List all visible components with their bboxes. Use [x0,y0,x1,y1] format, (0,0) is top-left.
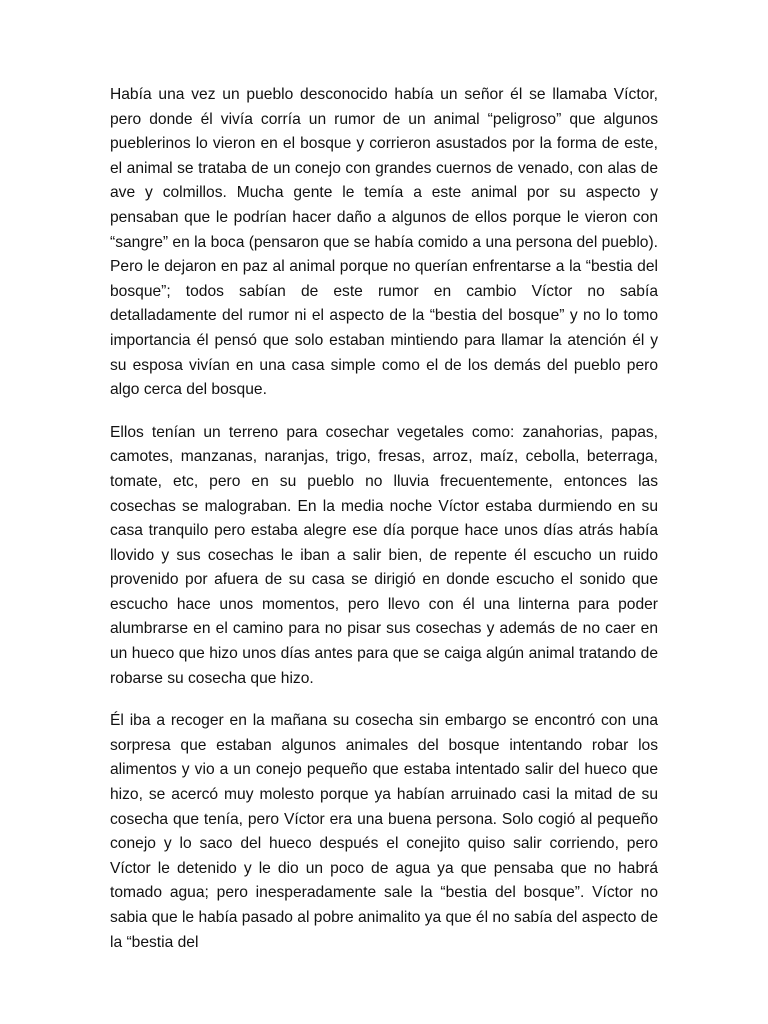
paragraph-3: Él iba a recoger en la mañana su cosecha sin embargo se encontró con una sorpresa que estaban algunos animales del bosque intentando robar los alimentos y vio a un conejo pequeño que estaba intentado salir del hueco que hizo, se acercó muy molesto porque ya habían arruinado casi la mitad de su cosecha que tenía, pero Víctor era una buena persona. Solo cogió al pequeño conejo y lo saco del hueco después el conejito quiso salir corriendo, pero Víctor le detenido y le dio un poco de agua ya que pensaba que no habrá tomado agua; pero inesperadamente sale la “bestia del bosque”. Víctor no sabia que le había pasado al pobre animalito ya que él no sabía del aspecto de la “bestia del [110,712,658,951]
document-page [110,83,658,973]
paragraph-2: Ellos tenían un terreno para cosechar vegetales como: zanahorias, papas, camotes, manzanas, naranjas, trigo, fresas, arroz, maíz, cebolla, beterraga, tomate, etc, pero en su pueblo no lluvia frecuentemente, entonces las cosechas se malograban. En la media noche Víctor estaba durmiendo en su casa tranquilo pero estaba alegre ese día porque hace unos días atrás había llovido y sus cosechas le iban a salir bien, de repente él escucho un ruido provenido por afuera de su casa se dirigió en donde escucho el sonido que escucho hace unos momentos, pero llevo con él una linterna para poder alumbrarse en el camino para no pisar sus cosechas y además de no caer en un hueco que hizo unos días antes para que se caiga algún animal tratando de robarse su cosecha que hizo. [110,423,658,687]
paragraph-1: Había una vez un pueblo desconocido había un señor él se llamaba Víctor, pero donde él vivía corría un rumor de un animal “peligroso” que algunos pueblerinos lo vieron en el bosque y corrieron asustados por la forma de este, el animal se trataba de un conejo con grandes cuernos de venado, con alas de ave y colmillos. Mucha gente le temía a este animal por su aspecto y pensaban que le podrían hacer daño a algunos de ellos porque le vieron con “sangre” en la boca (pensaron que se había comido a una persona del pueblo). Pero le dejaron en paz al animal porque no querían enfrentarse a la “bestia del bosque”; todos sabían de este rumor en cambio Víctor no sabía detalladamente del rumor ni el aspecto de la “bestia del bosque” y no lo tomo importancia él pensó que solo estaban mintiendo para llamar la atención él y su esposa vivían en una casa simple como el de los demás del pueblo pero algo cerca del bosque. [110,86,658,399]
